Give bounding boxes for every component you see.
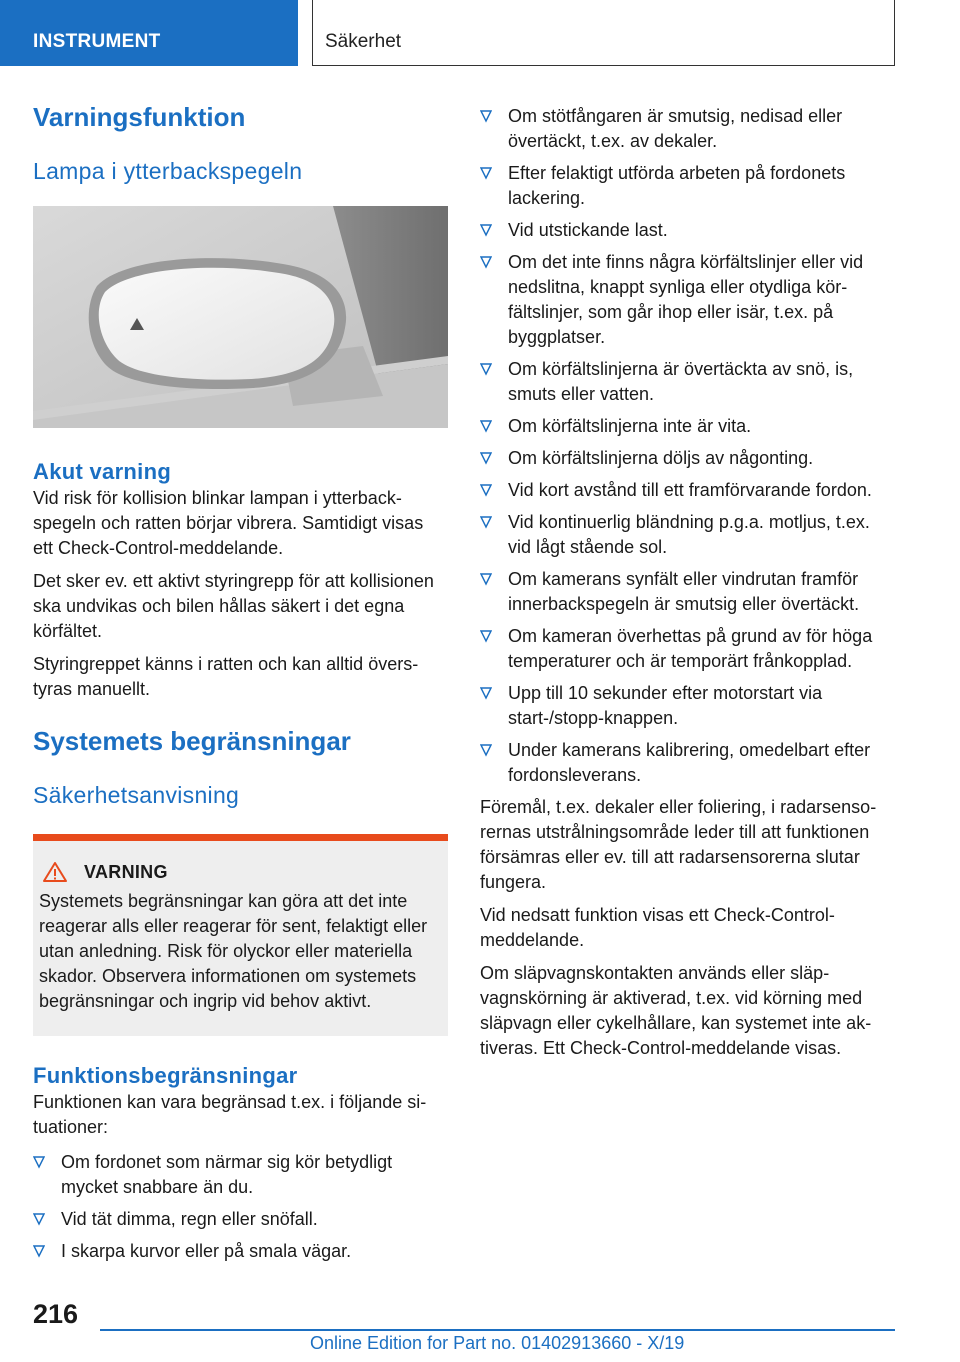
list-item: Om det inte finns några körfältslinjer eller vid nedslitna, knappt synliga eller otydliga körfältslinjer, som går ihop eller isär, t.ex. på byggplatser. — [480, 250, 895, 350]
footer-divider — [100, 1329, 895, 1331]
list-item: Om körfältslinjerna är övertäckta av snö, is, smuts eller vatten. — [480, 357, 895, 407]
list-item: Vid utstickande last. — [480, 218, 895, 243]
left-bullet-list — [33, 1150, 448, 1264]
bullet-triangle-icon — [480, 362, 492, 376]
list-item: Om kameran överhettas på grund av för höga temperaturer och är temporärt frånkopplad. — [480, 624, 895, 674]
reduced-function-paragraph: Vid nedsatt funktion visas ett Check-Control-meddelande. — [480, 905, 835, 950]
page-header — [0, 0, 960, 66]
bullet-triangle-icon — [480, 451, 492, 465]
bullet-triangle-icon — [480, 686, 492, 700]
bullet-triangle-icon — [33, 1155, 45, 1169]
heading-mirror-lamp: Lampa i ytterbackspegeln — [33, 158, 303, 184]
heading-warning-function: Varningsfunktion — [33, 102, 246, 132]
warning-title: VARNING — [84, 861, 168, 882]
warning-title-row — [42, 861, 442, 883]
bullet-triangle-icon — [480, 629, 492, 643]
acute-paragraph-2: Det sker ev. ett aktivt styringrepp för att kollisionen ska undvikas och bilen hållas säkert i det egna körfältet. — [33, 571, 434, 641]
list-item: Om stötfångaren är smutsig, nedisad eller övertäckt, t.ex. av dekaler. — [480, 104, 895, 154]
right-bullet-list — [480, 104, 895, 788]
heading-safety-note: Säkerhetsanvisning — [33, 782, 240, 808]
list-item: Upp till 10 sekunder efter motorstart via start-/stopp-knappen. — [480, 681, 895, 731]
section-tab: INSTRUMENT — [0, 0, 298, 66]
page-number: 216 — [33, 1299, 79, 1329]
bullet-triangle-icon — [480, 109, 492, 123]
list-item: Efter felaktigt utförda arbeten på fordonets lackering. — [480, 161, 895, 211]
list-item: Om kamerans synfält eller vindrutan framför innerbackspegeln är smutsig eller övertäckt. — [480, 567, 895, 617]
bullet-triangle-icon — [33, 1212, 45, 1226]
bullet-triangle-icon — [480, 255, 492, 269]
bullet-triangle-icon — [33, 1244, 45, 1258]
bullet-triangle-icon — [480, 483, 492, 497]
radar-paragraph: Föremål, t.ex. dekaler eller foliering, i radarsensorernas utstrålningsområde leder till att funktionen försämras eller ev. till att radarsensorerna slutar fungera. — [480, 797, 877, 892]
bullet-triangle-icon — [480, 223, 492, 237]
acute-paragraph-3: Styringreppet känns i ratten och kan alltid överstyras manuellt. — [33, 654, 419, 699]
right-column — [480, 104, 895, 1061]
footer-edition: Online Edition for Part no. 01402913660 - X/19 — [310, 1333, 685, 1353]
list-item: Om fordonet som närmar sig kör betydligt mycket snabbare än du. — [33, 1150, 448, 1200]
warning-triangle-icon — [42, 861, 68, 883]
list-item: Vid kontinuerlig bländning p.g.a. motljus, t.ex. vid lågt stående sol. — [480, 510, 895, 560]
bullet-triangle-icon — [480, 743, 492, 757]
bullet-triangle-icon — [480, 419, 492, 433]
mirror-illustration — [33, 206, 448, 428]
chapter-title: Säkerhet — [312, 0, 895, 66]
list-item: I skarpa kurvor eller på smala vägar. — [33, 1239, 448, 1264]
list-item: Om körfältslinjerna döljs av någonting. — [480, 446, 895, 471]
trailer-paragraph: Om släpvagnskontakten används eller släpvagnskörning är aktiverad, t.ex. vid körning med släpvagn eller cykelhållare, kan systemet inte aktiveras. Ett Check-Control-meddelande visas. — [480, 963, 872, 1058]
heading-system-limits: Systemets begränsningar — [33, 726, 351, 756]
left-column — [33, 100, 448, 1271]
list-item: Om körfältslinjerna inte är vita. — [480, 414, 895, 439]
warning-text: Systemets begränsningar kan göra att det inte reagerar alls eller reagerar för sent, felaktigt eller utan anledning. Risk för olyckor eller materiella skador. Observera informationen om systemets begränsningar och ingrip vid behov aktivt. — [39, 891, 428, 1011]
bullet-triangle-icon — [480, 515, 492, 529]
heading-function-limits: Funktionsbegränsningar — [33, 1063, 298, 1088]
function-intro: Funktionen kan vara begränsad t.ex. i följande situationer: — [33, 1092, 427, 1137]
list-item: Vid tät dimma, regn eller snöfall. — [33, 1207, 448, 1232]
heading-acute-warning: Akut varning — [33, 459, 172, 484]
list-item: Vid kort avstånd till ett framförvarande fordon. — [480, 478, 895, 503]
list-item: Under kamerans kalibrering, omedelbart efter fordonsleverans. — [480, 738, 895, 788]
bullet-triangle-icon — [480, 166, 492, 180]
acute-paragraph-1: Vid risk för kollision blinkar lampan i ytterbackspegeln och ratten börjar vibrera. Samtidigt visas ett Check-Control-meddelande. — [33, 488, 424, 558]
warning-box — [33, 834, 448, 1036]
bullet-triangle-icon — [480, 572, 492, 586]
